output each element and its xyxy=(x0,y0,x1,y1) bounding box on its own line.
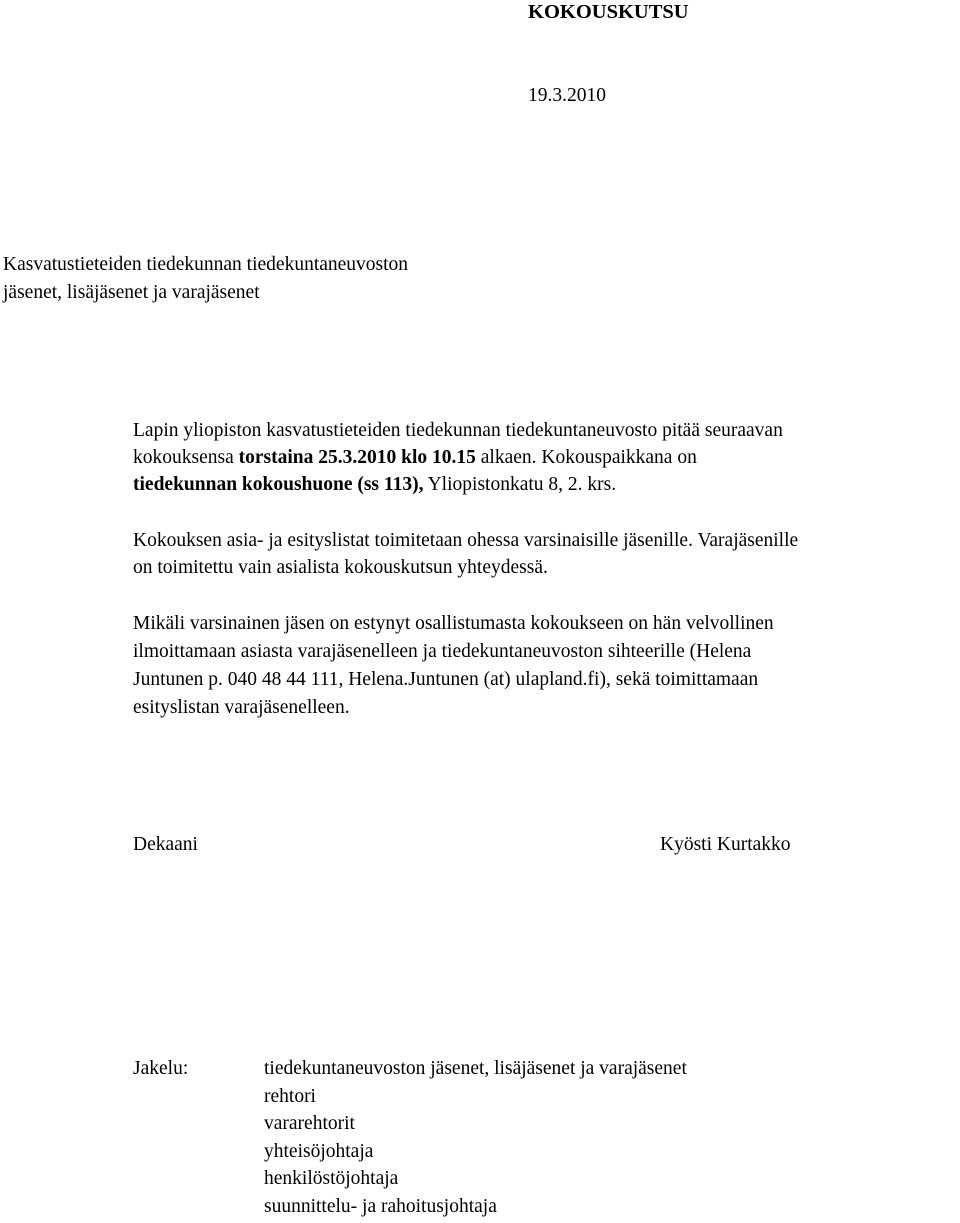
recipient-line: jäsenet, lisäjäsenet ja varajäsenet xyxy=(3,282,260,303)
paragraph-line: on toimitettu vain asialista kokouskutsun yhteydessä. xyxy=(133,557,548,578)
document-date: 19.3.2010 xyxy=(528,85,606,106)
signature-name: Kyösti Kurtakko xyxy=(660,834,791,855)
meeting-time: torstaina 25.3.2010 klo 10.15 xyxy=(238,447,476,468)
agenda-paragraph xyxy=(133,527,798,581)
paragraph-line: Lapin yliopiston kasvatustieteiden tiedekunnan tiedekuntaneuvosto pitää seuraavan xyxy=(133,420,783,441)
distribution-item: suunnittelu- ja rahoitusjohtaja xyxy=(264,1195,497,1217)
paragraph-line: Kokouksen asia- ja esityslistat toimitetaan ohessa varsinaisille jäsenille. Varajäsenille xyxy=(133,530,799,551)
paragraph-line: Mikäli varsinainen jäsen on estynyt osallistumasta kokoukseen on hän velvollinen xyxy=(133,613,774,634)
document-title: KOKOUSKUTSU xyxy=(528,1,689,23)
distribution-item: rehtori xyxy=(264,1085,316,1107)
distribution-list xyxy=(264,1055,687,1220)
distribution-item: vararehtorit xyxy=(264,1113,355,1134)
signature-title: Dekaani xyxy=(133,834,198,855)
meeting-location: tiedekunnan kokoushuone (ss 113), xyxy=(133,474,424,495)
recipient-block xyxy=(3,251,408,307)
paragraph-text: kokouksensa xyxy=(133,447,239,468)
substitute-paragraph xyxy=(133,610,774,722)
paragraph-line xyxy=(133,444,783,471)
distribution-item: yhteisöjohtaja xyxy=(264,1140,374,1162)
paragraph-line: ilmoittamaan asiasta varajäsenelleen ja tiedekuntaneuvoston sihteerille (Helena xyxy=(133,641,752,662)
distribution-item: henkilöstöjohtaja xyxy=(264,1168,399,1189)
paragraph-text: alkaen. Kokouspaikkana on xyxy=(475,447,697,468)
paragraph-line xyxy=(133,471,783,498)
paragraph-line: esityslistan varajäsenelleen. xyxy=(133,697,350,718)
meeting-paragraph xyxy=(133,417,783,498)
distribution-label: Jakelu: xyxy=(133,1058,189,1079)
recipient-line: Kasvatustieteiden tiedekunnan tiedekuntaneuvoston xyxy=(3,254,409,275)
paragraph-text: Yliopistonkatu 8, 2. krs. xyxy=(423,474,617,495)
paragraph-line: Juntunen p. 040 48 44 111, Helena.Juntunen (at) ulapland.fi), sekä toimittamaan xyxy=(133,669,759,690)
distribution-item: tiedekuntaneuvoston jäsenet, lisäjäsenet ja varajäsenet xyxy=(264,1058,687,1079)
